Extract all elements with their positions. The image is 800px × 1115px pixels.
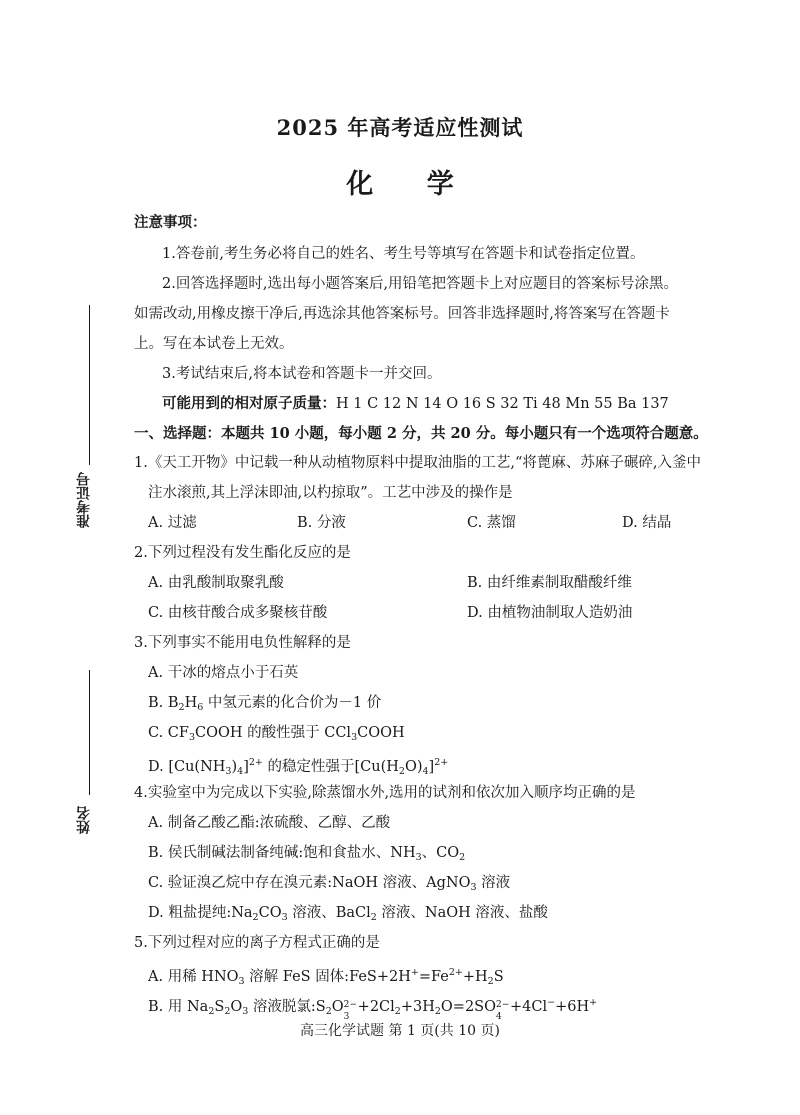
atomic-mass-label: 可能用到的相对原子质量： xyxy=(162,395,336,412)
q4-option-a: A. 制备乙酸乙酯:浓硫酸、乙醇、乙酸 xyxy=(148,815,391,831)
q4-stem: 4.实验室中为完成以下实验,除蒸馏水外,选用的试剂和依次加入顺序均正确的是 xyxy=(134,785,636,801)
q1-stem-2: 注水滚煎,其上浮沫即油,以杓掠取”。工艺中涉及的操作是 xyxy=(148,485,513,501)
note-2-end: 上。写在本试卷上无效。 xyxy=(134,336,294,352)
q1-option-a: A. 过滤 xyxy=(148,515,197,531)
q4-option-d: D. 粗盐提纯$:Na_2CO_3$ 溶液、BaCl$_2$ 溶液、NaOH 溶液、盐酸 xyxy=(148,905,548,923)
q4-option-b: B. 侯氏制碱法制备纯碱:饱和食盐水、$NH_3$、$CO_2$ xyxy=(148,845,466,863)
q3-stem: 3.下列事实不能用电负性解释的是 xyxy=(134,635,351,651)
exam-id-rule xyxy=(89,305,90,465)
q3-option-b: B. $B_2H_6$ 中氢元素的化合价为－1 价 xyxy=(148,695,382,713)
q3-option-a: A. 干冰的熔点小于石英 xyxy=(148,665,299,681)
q1-option-c: C. 蒸馏 xyxy=(467,515,516,531)
subject-title: 化 学 xyxy=(346,169,476,200)
q2-option-a: A. 由乳酸制取聚乳酸 xyxy=(148,575,284,591)
atomic-mass-line xyxy=(162,393,669,415)
exam-id-label: 准考证号 xyxy=(76,472,92,528)
q5-option-b: B. 用 $Na_2S_2O_3$ 溶液脱氯$:S_2O$ 2− 3 $+2Cl_2+3H_2O=2SO$ 2− 4 +4Cl−+6H+ xyxy=(148,997,598,1022)
notes-heading: 注意事项： xyxy=(134,214,207,231)
q2-option-c: C. 由核苷酸合成多聚核苷酸 xyxy=(148,605,328,621)
q3-option-c: C. $CF_3COOH$ 的酸性强于 CCl$_3$COOH xyxy=(148,725,405,743)
q2-option-d: D. 由植物油制取人造奶油 xyxy=(467,605,633,621)
note-2: 2.回答选择题时,选出每小题答案后,用铅笔把答题卡上对应题目的答案标号涂黑。 xyxy=(162,276,679,292)
q1-option-d: D. 结晶 xyxy=(622,515,672,531)
q2-stem: 2.下列过程没有发生酯化反应的是 xyxy=(134,545,351,561)
q4-option-c: C. 验证溴乙烷中存在溴元素:NaOH 溶液、AgNO$_3$ 溶液 xyxy=(148,875,511,893)
q3-option-d: D. $[Cu(NH_3)_4]^{2+}$ 的稳定性强于$[Cu(H_2O)_4]^{2+}$ xyxy=(148,757,449,777)
page-footer: 高三化学试题 第 1 页(共 10 页) xyxy=(300,1023,500,1039)
q5-stem: 5.下列过程对应的离子方程式正确的是 xyxy=(134,935,380,951)
q1-option-b: B. 分液 xyxy=(297,515,346,531)
q5-option-a: A. 用稀 $HNO_3$ 溶解 FeS 固体$:FeS+2H^+=Fe^{2+}+H_2S$ xyxy=(148,967,504,987)
q1-stem-1: 1.《天工开物》中记载一种从动植物原料中提取油脂的工艺,“将蓖麻、苏麻子碾碎,入釜中 xyxy=(134,455,701,471)
q2-option-b: B. 由纤维素制取醋酸纤维 xyxy=(467,575,632,591)
exam-title: 2025 年高考适应性测试 xyxy=(276,115,524,140)
note-2-cont: 如需改动,用橡皮擦干净后,再选涂其他答案标号。回答非选择题时,将答案写在答题卡 xyxy=(134,306,670,322)
note-1: 1.答卷前,考生务必将自己的姓名、考生号等填写在答题卡和试卷指定位置。 xyxy=(162,246,645,262)
section-heading: 一、选择题：本题共 10 小题，每小题 2 分，共 20 分。每小题只有一个选项符合题意。 xyxy=(134,425,708,442)
name-label: 姓名 xyxy=(76,806,92,834)
atomic-mass-values: H 1 C 12 N 14 O 16 S 32 Ti 48 Mn 55 Ba 137 xyxy=(336,396,669,412)
name-rule xyxy=(89,670,90,795)
note-3: 3.考试结束后,将本试卷和答题卡一并交回。 xyxy=(162,366,442,382)
